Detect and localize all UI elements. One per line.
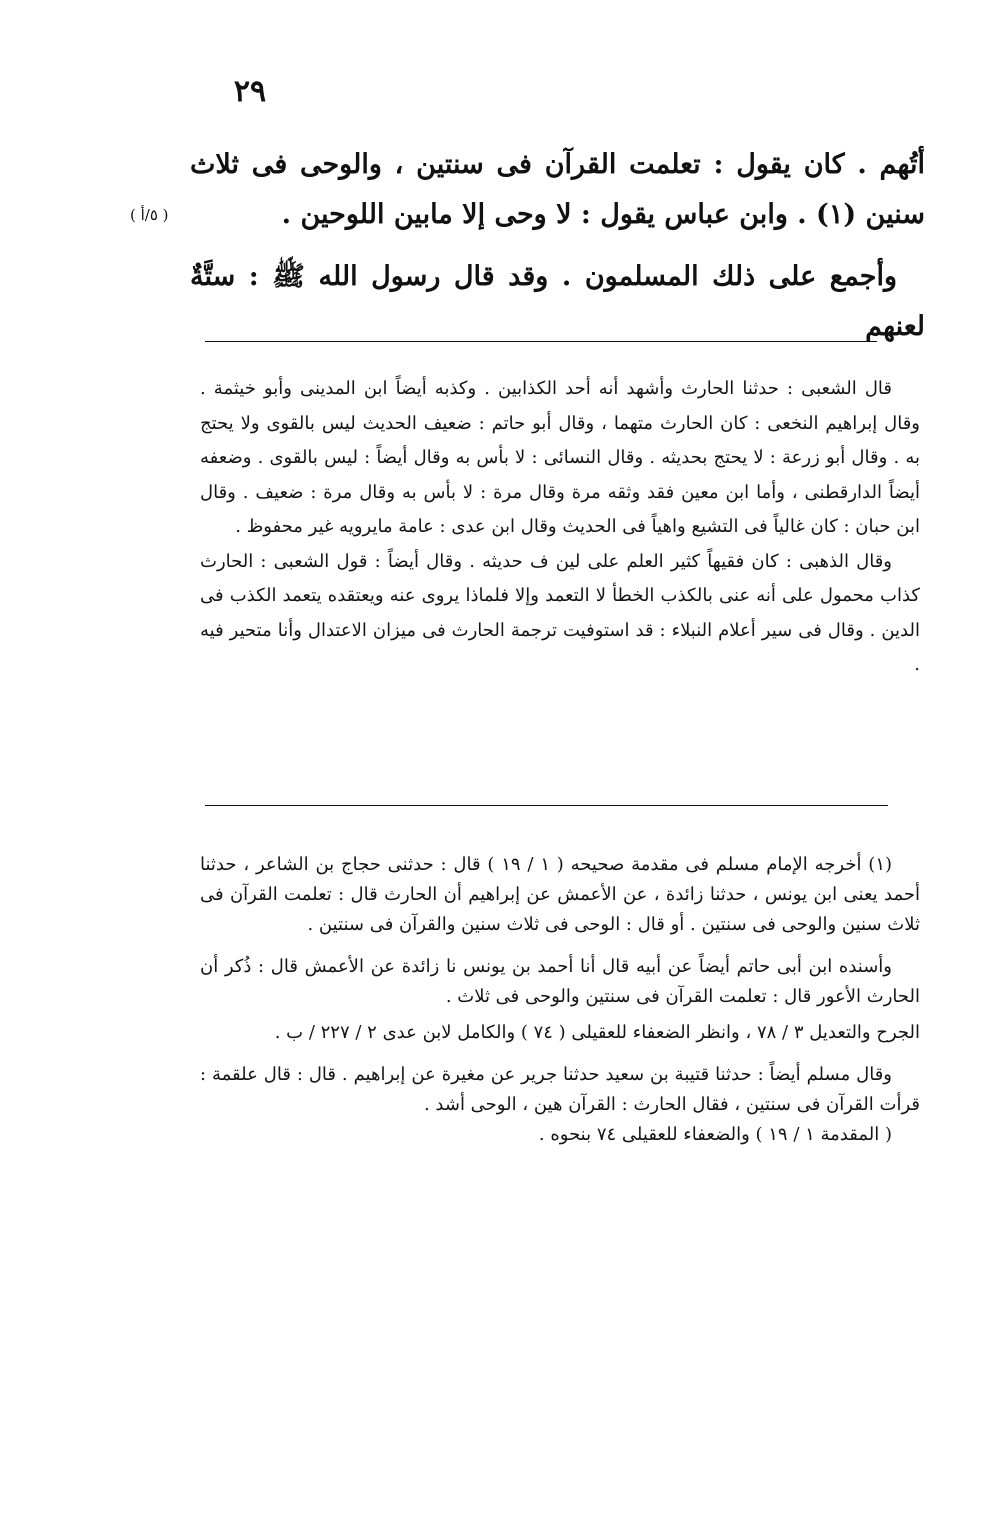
footnote-paragraph: قال الشعبى : حدثنا الحارث وأشهد أنه أحد الكذابين . وكذبه أيضاً ابن المدينى وأبو خيثمة . وقال إبراهيم النخعى : كان الحارث متهما ، وقال أبو حاتم : ضعيف الحديث ليس بالقوى ولا يحتج به . وقال أبو زرعة : لا يحتج بحديثه . وقال النسائى : لا بأس به وقال أيضاً : ليس بالقوى . وضعفه أيضاً الدارقطنى ، وأما ابن معين فقد وثقه مرة وقال مرة : لا بأس به وقال مرة : ضعيف . وقال ابن حبان : كان غالياً فى التشيع واهياً فى الحديث وقال ابن عدى : عامة مايرويه غير محفوظ . — [200, 378, 920, 537]
footnote-paragraph: الجرح والتعديل ٣ / ٧٨ ، وانظر الضعفاء للعقيلى ( ٧٤ ) والكامل لابن عدى ٢ / ٢٢٧ / ب . — [274, 1022, 920, 1043]
footnote-paragraph: (١) أخرجه الإمام مسلم فى مقدمة صحيحه ( ١ / ١٩ ) قال : حدثنى حجاج بن الشاعر ، حدثنا أحمد يعنى ابن يونس ، حدثنا زائدة ، عن الأعمش عن إبراهيم أن الحارث قال : تعلمت القرآن فى ثلاث سنين والوحى فى سنتين . أو قال : الوحى فى ثلاث سنين والقرآن فى سنتين . — [200, 854, 920, 935]
footnote-block-1 — [200, 372, 920, 683]
main-paragraph: وأجمع على ذلك المسلمون . وقد قال رسول الله ﷺ : ستَّةٌ لعنهم — [190, 261, 925, 342]
main-body-text — [190, 140, 925, 352]
footnote-paragraph: وقال الذهبى : كان فقيهاً كثير العلم على لين ف حديثه . وقال أيضاً : قول الشعبى : الحارث كذاب محمول على أنه عنى بالكذب الخطأ لا التعمد وإلا فلماذا يروى عنه ويعتقده يتعمد الكذب فى الدين . وقال فى سير أعلام النبلاء : قد استوفيت ترجمة الحارث فى ميزان الاعتدال وأنا متحير فيه . — [200, 550, 920, 675]
footnote-paragraph: ( المقدمة ١ / ١٩ ) والضعفاء للعقيلى ٧٤ بنحوه . — [538, 1124, 892, 1145]
footnote-divider — [205, 341, 877, 342]
margin-note: ( ٥/أ ) — [130, 206, 169, 224]
footnote-divider — [205, 805, 888, 806]
main-paragraph: أتُهم . كان يقول : تعلمت القرآن فى سنتين ، والوحى فى ثلاث سنين (١) . وابن عباس يقول : لا وحى إلا مابين اللوحين . — [190, 149, 925, 230]
footnote-paragraph: وأسنده ابن أبى حاتم أيضاً عن أبيه قال أنا أحمد بن يونس نا زائدة عن الأعمش قال : ذُكر أن الحارث الأعور قال : تعلمت القرآن فى سنتين والوحى فى ثلاث . — [200, 956, 920, 1007]
footnote-paragraph: وقال مسلم أيضاً : حدثنا قتيبة بن سعيد حدثنا جرير عن مغيرة عن إبراهيم . قال : قال علقمة : قرأت القرآن فى سنتين ، فقال الحارث : القرآن هين ، الوحى أشد . — [200, 1064, 920, 1115]
footnote-block-2 — [200, 850, 920, 1150]
page-number: ٢٩ — [233, 74, 267, 109]
